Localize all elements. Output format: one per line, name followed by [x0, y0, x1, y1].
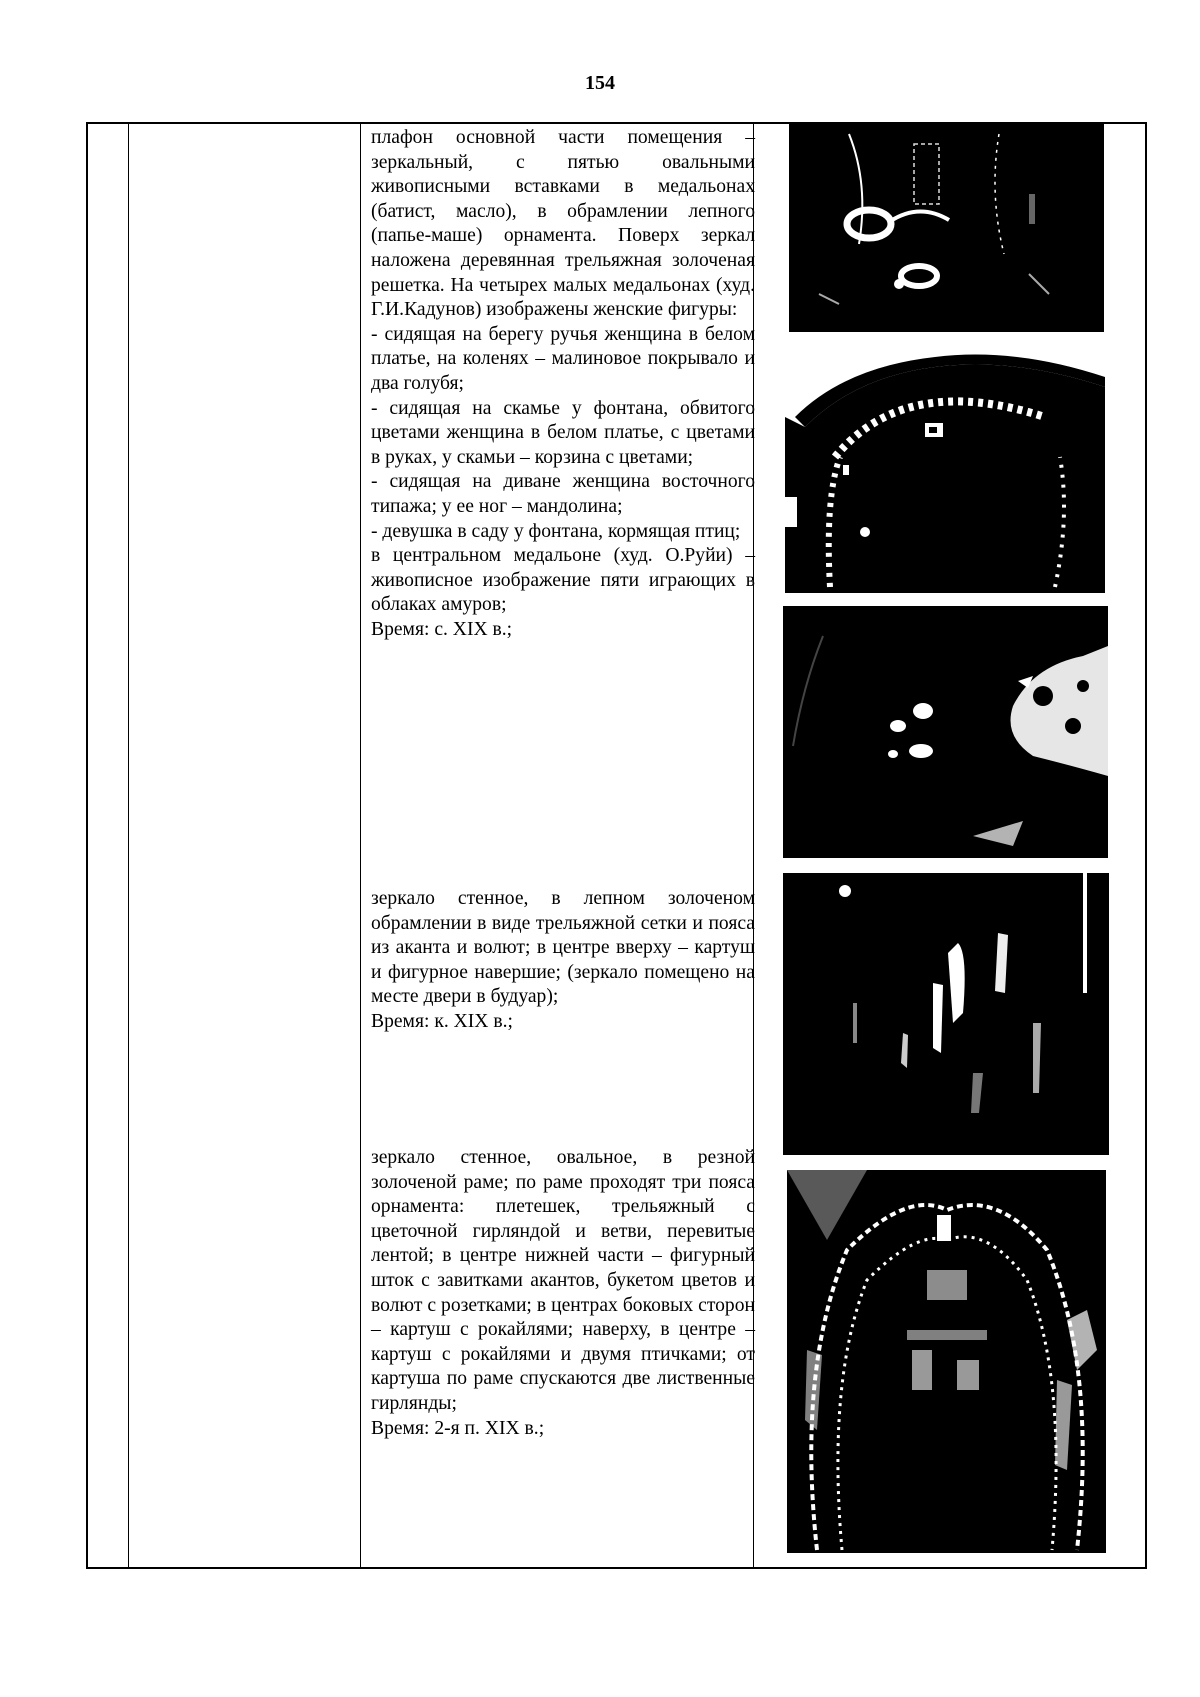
entry-1-description [371, 126, 755, 642]
entry-3-date: Время: 2-я п. XIX в.; [371, 1417, 545, 1439]
entry-2-description [371, 887, 755, 1035]
entry-3-description [371, 1146, 755, 1441]
entry-1-paragraph: плафон основной части помещения – зеркальный, с пятью овальными живописными вставками в медальонах (батист, масло), в обрамлении лепного (папье-маше) орнамента. Поверх зеркал наложена деревянная трельяжная золоченая решетка. На четырех малых медальонах (худ. Г.И.Кадунов) изображены женские фигуры: [371, 127, 755, 321]
oval-mirror-photo [787, 1170, 1106, 1553]
entry-1-paragraph: - сидящая на берегу ручья женщина в белом платье, на коленях – малиновое покрывало и два голубя; [371, 323, 755, 394]
ceiling-oval-frame-photo [785, 347, 1105, 593]
entry-2-date: Время: к. XIX в.; [371, 1010, 513, 1032]
entry-2-paragraph: зеркало стенное, в лепном золоченом обрамлении в виде трельяжной сетки и пояса из аканта и волют; в центре вверху – картуш и фигурное навершие; (зеркало помещено на месте двери в будуар); [371, 888, 755, 1008]
ceiling-medallion-photo [789, 124, 1104, 332]
column-divider-name [360, 124, 361, 1567]
entry-3-paragraph: зеркало стенное, овальное, в резной золоченой раме; по раме проходят три пояса орнамента: плетешек, трельяжный с цветочной гирляндой и ветви, перевитые лентой; в центре нижней части – фигурный шток с завитками акантов, букетом цветов и волют с розетками; в центрах боковых сторон – картуш с рокайлями; наверху, в центре – картуш с рокайлями и двумя птичками; от картуша по раме спускаются две лиственные гирлянды; [371, 1147, 755, 1414]
entry-1-date: Время: с. XIX в.; [371, 618, 513, 640]
page-number: 154 [585, 72, 615, 94]
entry-1-paragraph: - сидящая на скамье у фонтана, обвитого цветами женщина в белом платье, с цветами в руках, у скамьи – корзина с цветами; [371, 397, 755, 468]
entry-1-paragraph: - сидящая на диване женщина восточного типажа; у ее ног – мандолина; [371, 471, 755, 517]
entry-1-paragraph: - девушка в саду у фонтана, кормящая птиц; [371, 520, 741, 542]
entry-1-paragraph: в центральном медальоне (худ. О.Руйи) – живописное изображение пяти играющих в облаках амуров; [371, 545, 755, 616]
column-divider-number [128, 124, 129, 1567]
wall-mirror-photo [783, 873, 1109, 1155]
amours-painting-photo [783, 606, 1108, 858]
